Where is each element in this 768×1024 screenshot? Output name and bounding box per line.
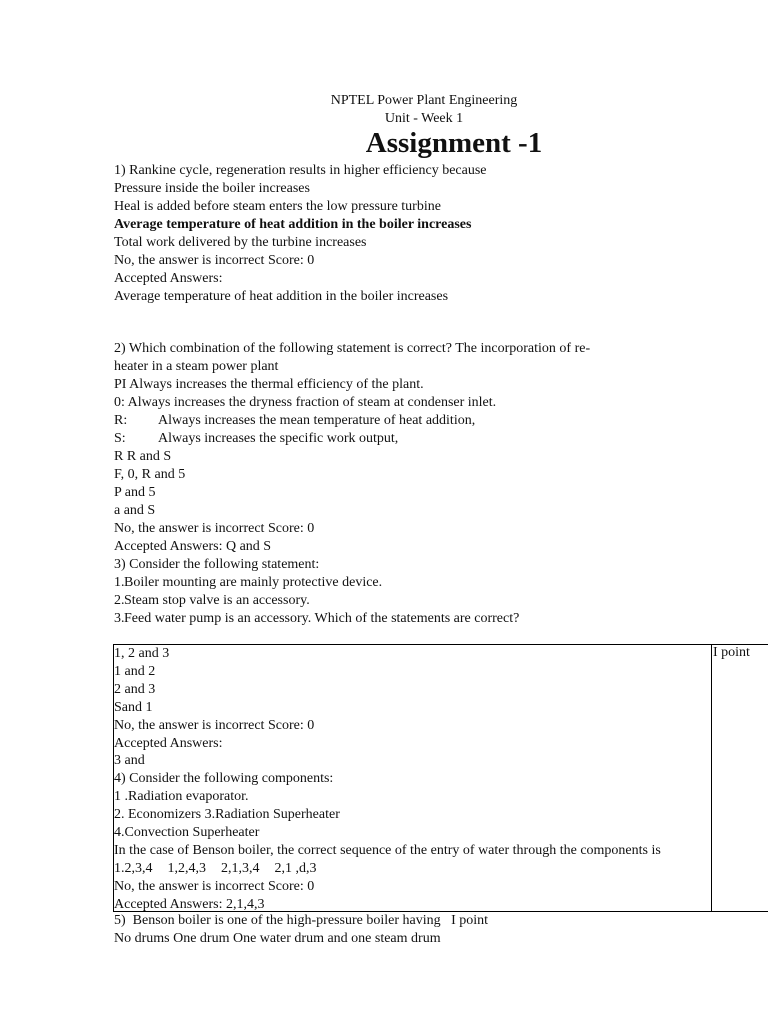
q5-line: 5) Benson boiler is one of the high-pressure boiler having I point bbox=[114, 913, 489, 928]
q1-accepted-answer: Average temperature of heat addition in the boiler increases bbox=[114, 289, 449, 304]
question-2 bbox=[114, 340, 590, 628]
q4-options bbox=[114, 860, 661, 878]
boxed-content bbox=[114, 645, 661, 914]
statement-text: Always increases the specific work output, bbox=[158, 431, 399, 446]
q4-component: 4.Convection Superheater bbox=[114, 825, 260, 841]
q2-result: No, the answer is incorrect Score: 0 bbox=[114, 521, 315, 536]
q3-accepted-label: Accepted Answers: bbox=[114, 735, 223, 751]
q1-option: Heal is added before steam enters the low pressure turbine bbox=[114, 199, 441, 214]
q3-option: 2 and 3 bbox=[114, 681, 156, 697]
q3-statement: 1.Boiler mounting are mainly protective device. bbox=[114, 575, 383, 590]
q3-statement: 2.Steam stop valve is an accessory. bbox=[114, 593, 310, 608]
q2-statement: 0: Always increases the dryness fraction of steam at condenser inlet. bbox=[114, 395, 497, 410]
question-5 bbox=[114, 912, 488, 948]
q2-statement: PI Always increases the thermal efficiency of the plant. bbox=[114, 377, 424, 392]
q3-option: 1 and 2 bbox=[114, 663, 156, 679]
q2-statement-s bbox=[114, 430, 590, 448]
q2-accepted-answer: Accepted Answers: Q and S bbox=[114, 539, 272, 554]
q1-option: Pressure inside the boiler increases bbox=[114, 181, 310, 196]
q4-option: 2,1 ,d,3 bbox=[274, 860, 317, 876]
statement-key: R: bbox=[114, 413, 128, 428]
q5-options: No drums One drum One water drum and one steam drum bbox=[114, 931, 441, 946]
q1-option: Total work delivered by the turbine increases bbox=[114, 235, 367, 250]
q3-result: No, the answer is incorrect Score: 0 bbox=[114, 717, 315, 733]
unit-title: Unit - Week 1 bbox=[384, 111, 464, 126]
statement-key: S: bbox=[114, 431, 126, 446]
q3-statement: 3.Feed water pump is an accessory. Which of the statements are correct? bbox=[114, 611, 520, 626]
q2-option: P and 5 bbox=[114, 485, 156, 500]
q1-accepted-label: Accepted Answers: bbox=[114, 271, 223, 286]
q1-option-correct: Average temperature of heat addition in the boiler increases bbox=[114, 217, 472, 232]
q3-accepted-answer: 3 and bbox=[114, 753, 145, 769]
q3-option: 1, 2 and 3 bbox=[114, 646, 170, 661]
question-1 bbox=[114, 162, 487, 306]
q4-option: 1.2,3,4 bbox=[114, 860, 153, 876]
table-cell-point bbox=[711, 644, 768, 912]
q2-option: a and S bbox=[114, 503, 156, 518]
q4-option: 1,2,4,3 bbox=[167, 860, 206, 876]
q3-line: 3) Consider the following statement: bbox=[114, 557, 320, 572]
q4-component: 1 .Radiation evaporator. bbox=[114, 789, 249, 805]
q2-line: 2) Which combination of the following statement is correct? The incorporation of re- bbox=[114, 341, 591, 356]
statement-text: Always increases the mean temperature of heat addition, bbox=[158, 413, 476, 428]
q2-statement-r bbox=[114, 412, 590, 430]
assignment-title: Assignment -1 bbox=[365, 127, 543, 159]
point-label: I point bbox=[713, 645, 750, 660]
q2-option: R R and S bbox=[114, 449, 172, 464]
q4-component: 2. Economizers 3.Radiation Superheater bbox=[114, 807, 340, 823]
q1-line: 1) Rankine cycle, regeneration results in higher efficiency because bbox=[114, 163, 487, 178]
q2-option: F, 0, R and 5 bbox=[114, 467, 186, 482]
course-title: NPTEL Power Plant Engineering bbox=[330, 93, 518, 108]
q4-accepted-answer: Accepted Answers: 2,1,4,3 bbox=[114, 896, 265, 912]
q4-question: In the case of Benson boiler, the correct sequence of the entry of water through the components is bbox=[114, 842, 661, 858]
q4-option: 2,1,3,4 bbox=[221, 860, 260, 876]
q2-line: heater in a steam power plant bbox=[114, 359, 279, 374]
q1-result: No, the answer is incorrect Score: 0 bbox=[114, 253, 315, 268]
q4-result: No, the answer is incorrect Score: 0 bbox=[114, 878, 315, 894]
q3-option: Sand 1 bbox=[114, 699, 153, 715]
q4-line: 4) Consider the following components: bbox=[114, 771, 334, 787]
